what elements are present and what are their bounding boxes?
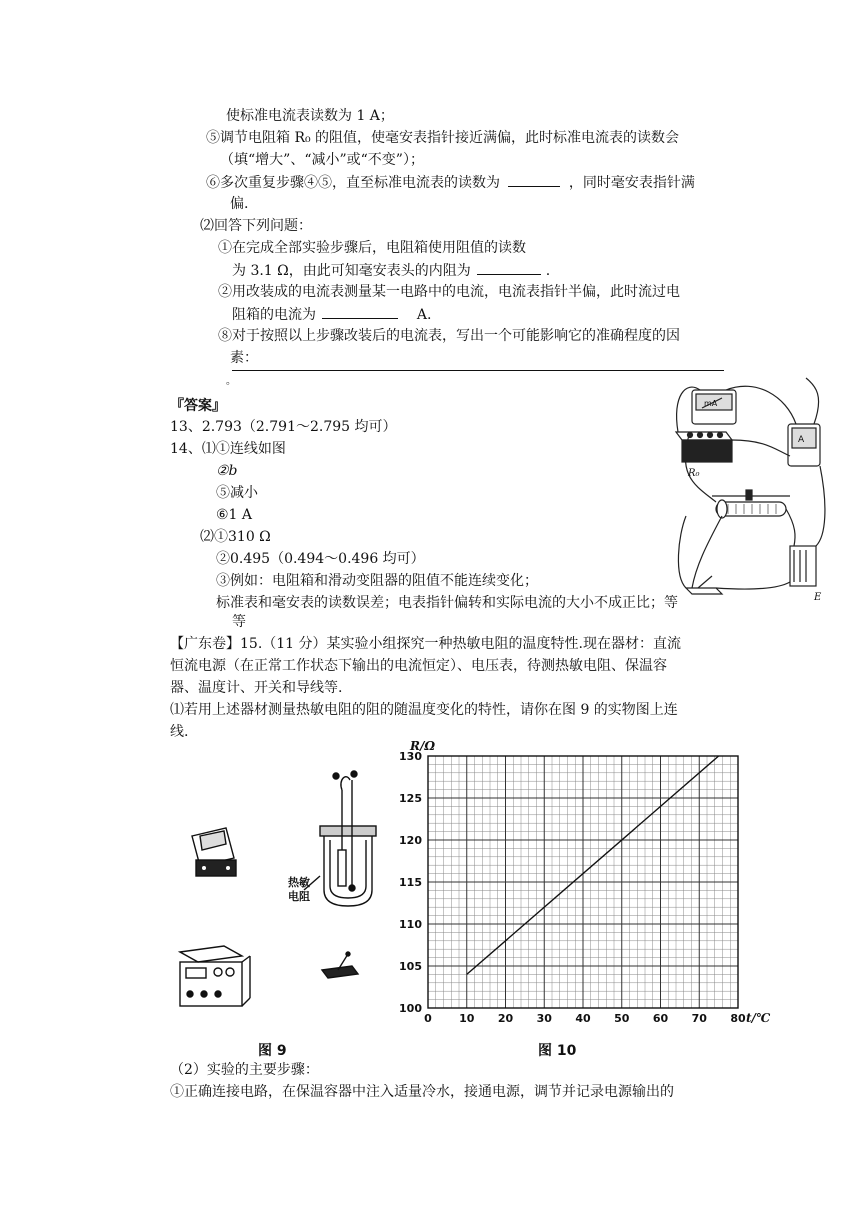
step-text-part: . bbox=[545, 263, 551, 279]
answer-blank bbox=[322, 304, 398, 319]
step-text-part: ⑥多次重复步骤④⑤，直至标准电流表的读数为 bbox=[206, 175, 500, 191]
x-tick-label: 10 bbox=[459, 1012, 475, 1025]
step-text: ⑤调节电阻箱 R₀ 的阻值，使毫安表指针接近满偏，此时标准电流表的读数会 bbox=[206, 130, 680, 146]
x-tick-label: 30 bbox=[536, 1012, 552, 1025]
x-tick-label: 40 bbox=[575, 1012, 591, 1025]
x-tick-label: 70 bbox=[691, 1012, 707, 1025]
step-text: ②用改装成的电流表测量某一电路中的电流，电流表指针半偏，此时流过电 bbox=[218, 284, 680, 300]
problem-text: ①正确连接电路，在保温容器中注入适量冷水，接通电源，调节并记录电源输出的 bbox=[170, 1084, 674, 1100]
step-text: 素： bbox=[230, 350, 258, 366]
y-tick-label: 100 bbox=[399, 1002, 422, 1015]
problem-text: （2）实验的主要步骤： bbox=[170, 1062, 319, 1078]
figure-9-caption: 图 9 bbox=[258, 1043, 287, 1059]
power-supply-top bbox=[180, 946, 242, 962]
answer-line: ⑵①310 Ω bbox=[200, 529, 271, 545]
battery-label: E bbox=[814, 592, 822, 603]
step-text-part: A. bbox=[416, 307, 432, 323]
y-tick-label: 130 bbox=[399, 750, 422, 763]
answer-line-14: 14、⑴①连线如图 bbox=[170, 441, 286, 457]
y-tick-label: 125 bbox=[399, 792, 422, 805]
step-text: （填“增大”、“减小”或“不变”）； bbox=[220, 152, 424, 168]
answer-line: ⑥1 A bbox=[216, 507, 253, 523]
answer-blank bbox=[508, 172, 560, 187]
step-text: 使标准电流表读数为 1 A； bbox=[226, 108, 394, 124]
step-text bbox=[232, 260, 550, 281]
answer-line: ③例如：电阻箱和滑动变阻器的阻值不能连续变化； bbox=[216, 573, 538, 589]
answer-heading: 『答案』 bbox=[170, 398, 226, 414]
problem-text: 线. bbox=[170, 724, 189, 740]
x-axis-label: t/℃ bbox=[746, 1011, 771, 1025]
figure-10 bbox=[392, 738, 772, 1038]
problem-text: 器、温度计、开关和导线等. bbox=[170, 680, 343, 696]
milliammeter-label: mA bbox=[704, 399, 718, 408]
circuit-diagram bbox=[666, 376, 828, 604]
y-tick-label: 120 bbox=[399, 834, 422, 847]
y-tick-label: 110 bbox=[399, 918, 422, 931]
switch bbox=[686, 588, 722, 594]
x-tick-label: 50 bbox=[614, 1012, 630, 1025]
problem-text: ⑴若用上述器材测量热敏电阻的阻的随温度变化的特性，请你在图 9 的实物图上连 bbox=[170, 702, 678, 718]
answer-blank bbox=[477, 260, 541, 275]
thermistor-label: 电阻 bbox=[288, 890, 310, 903]
answer-line bbox=[232, 370, 724, 371]
ammeter-label: A bbox=[798, 435, 805, 445]
y-axis-label: R/Ω bbox=[410, 739, 436, 753]
step-text bbox=[232, 304, 431, 325]
thermistor-label: 热敏 bbox=[288, 876, 310, 889]
answer-line: 等 bbox=[232, 614, 246, 630]
container-lid bbox=[320, 826, 376, 836]
answer-line: ②0.495（0.494～0.496 均可） bbox=[216, 551, 425, 567]
answer-line: 标准表和毫安表的读数误差；电表指针偏转和实际电流的大小不成正比；等 bbox=[216, 595, 678, 611]
step-text: 偏. bbox=[230, 196, 249, 212]
step-text-part: ，同时毫安表指针满 bbox=[568, 175, 695, 191]
answer-line-13: 13、2.793（2.791～2.795 均可） bbox=[170, 419, 397, 435]
x-tick-label: 80 bbox=[730, 1012, 746, 1025]
y-tick-label: 115 bbox=[399, 876, 422, 889]
step-text bbox=[206, 172, 695, 193]
subquestion-heading: ⑵回答下列问题： bbox=[200, 218, 312, 234]
y-tick-label: 105 bbox=[399, 960, 422, 973]
x-tick-label: 60 bbox=[652, 1012, 669, 1025]
resistance-box bbox=[676, 432, 732, 440]
step-text: ⑧对于按照以上步骤改装后的电流表，写出一个可能影响它的准确程度的因 bbox=[218, 328, 680, 344]
figure-10-caption: 图 10 bbox=[538, 1043, 577, 1059]
insulated-container bbox=[324, 836, 372, 906]
resistance-box-label: R₀ bbox=[688, 468, 700, 479]
step-text: ①在完成全部实验步骤后，电阻箱使用阻值的读数 bbox=[218, 240, 526, 256]
step-text-part: 阻箱的电流为 bbox=[232, 307, 316, 323]
x-tick-label: 0 bbox=[424, 1012, 432, 1025]
figure-9 bbox=[170, 740, 402, 1040]
x-tick-label: 20 bbox=[497, 1012, 514, 1025]
answer-line: ②b bbox=[216, 463, 238, 479]
problem-text: 恒流电源（在正常工作状态下输出的电流恒定）、电压表，待测热敏电阻、保温容 bbox=[170, 658, 667, 674]
period: 。 bbox=[226, 376, 236, 387]
answer-line: ⑤减小 bbox=[216, 485, 258, 501]
resistance-temperature-chart bbox=[392, 738, 772, 1038]
step-text-part: 为 3.1 Ω，由此可知毫安表头的内阻为 bbox=[232, 263, 471, 279]
problem-text: 【广东卷】15.（11 分）某实验小组探究一种热敏电阻的温度特性.现在器材：直流 bbox=[170, 636, 681, 652]
